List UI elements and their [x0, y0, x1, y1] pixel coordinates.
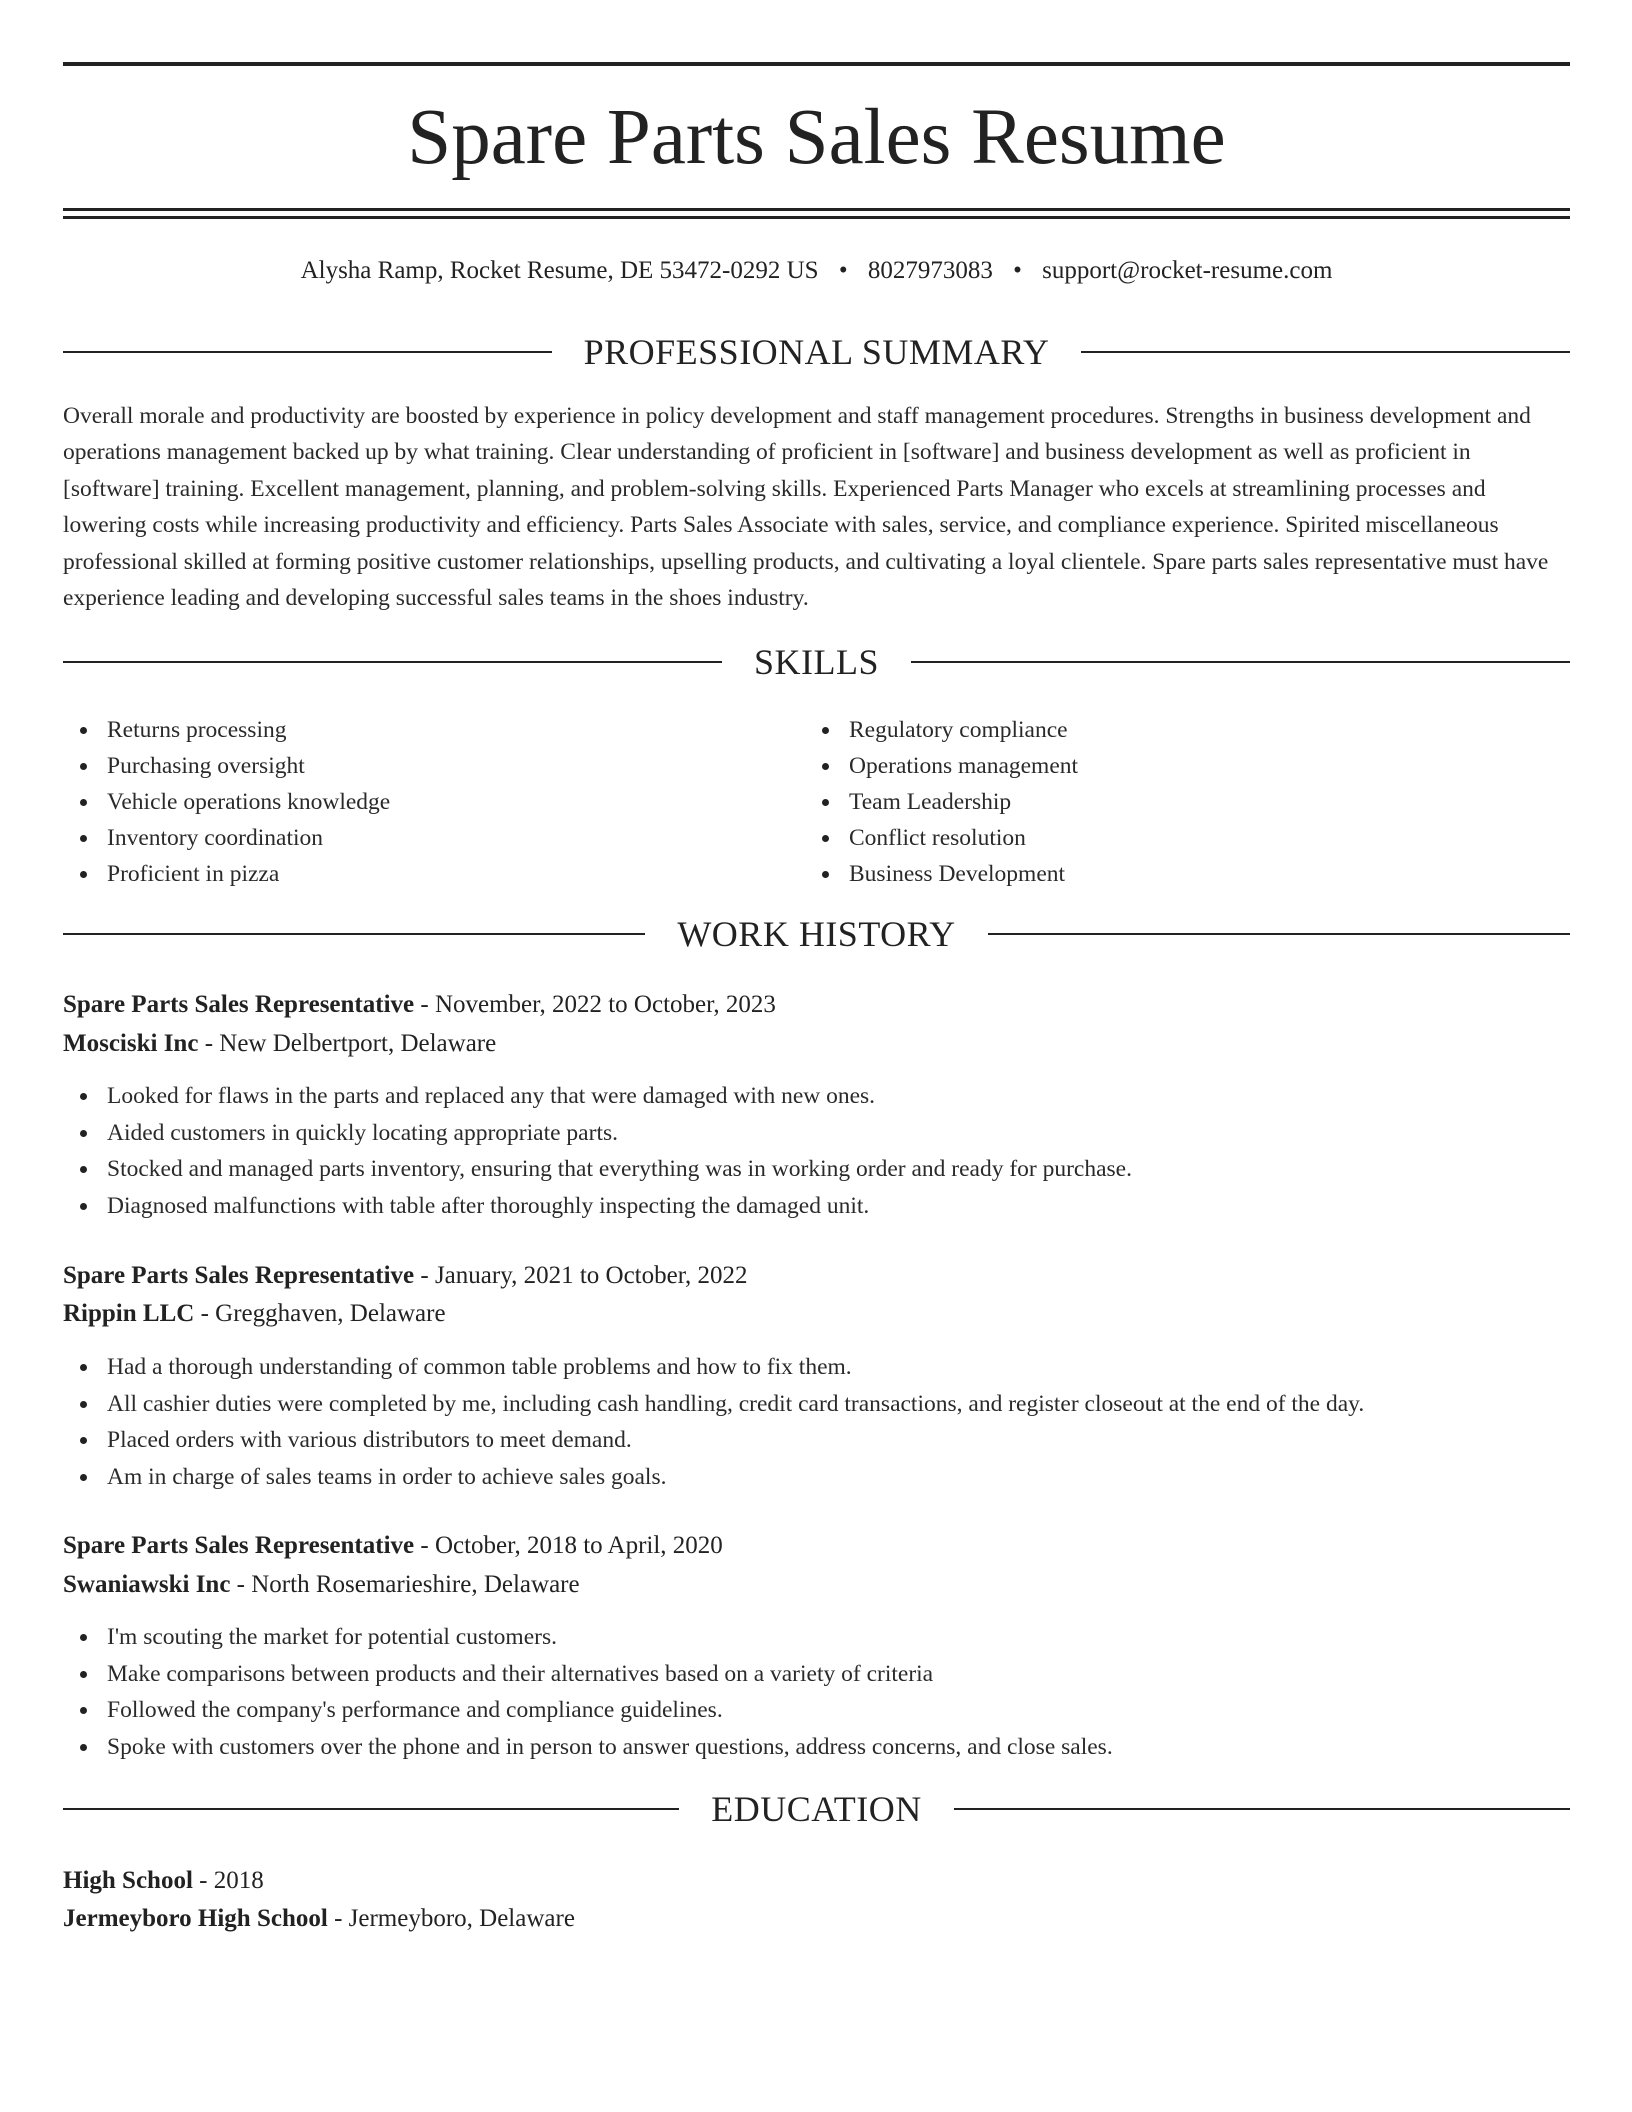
job-location: - New Delbertport, Delaware [198, 1030, 497, 1057]
summary-heading-label: PROFESSIONAL SUMMARY [583, 332, 1050, 372]
job-company: Rippin LLC [63, 1300, 195, 1327]
job-duties-list [63, 1078, 1570, 1224]
job-duty: Diagnosed malfunctions with table after thoroughly inspecting the damaged unit. [63, 1188, 1570, 1225]
job-company: Swaniawski Inc [63, 1571, 231, 1598]
heading-rule-right [911, 661, 1570, 663]
contact-line [63, 254, 1570, 288]
job-duty: Followed the company's performance and compliance guidelines. [63, 1692, 1570, 1729]
education-degree: High School [63, 1867, 193, 1894]
contact-phone: 8027973083 [867, 257, 993, 284]
heading-rule-right [988, 933, 1570, 935]
job-duty: Aided customers in quickly locating appropriate parts. [63, 1115, 1570, 1152]
skill-item: Regulatory compliance [805, 712, 1505, 748]
job-company-line [63, 1567, 1570, 1603]
skills-list-left [63, 712, 763, 892]
job-title-line [63, 1528, 1570, 1564]
job-duty: Had a thorough understanding of common table problems and how to fix them. [63, 1349, 1570, 1386]
job-duty: Am in charge of sales teams in order to achieve sales goals. [63, 1459, 1570, 1496]
skill-item: Vehicle operations knowledge [63, 784, 763, 820]
heading-rule-left [63, 351, 552, 353]
job-title-line [63, 987, 1570, 1023]
contact-separator: • [838, 257, 848, 284]
job-title: Spare Parts Sales Representative [63, 1532, 415, 1559]
education-school: Jermeyboro High School [63, 1905, 328, 1932]
job-duty: All cashier duties were completed by me, including cash handling, credit card transactions, and register closeout at the end of the day. [63, 1386, 1570, 1423]
heading-rule-right [1081, 351, 1570, 353]
job-location: - North Rosemarieshire, Delaware [230, 1571, 580, 1598]
education-location: - Jermeyboro, Delaware [327, 1905, 575, 1932]
job-company-line [63, 1296, 1570, 1332]
heading-rule-left [63, 661, 722, 663]
job-company: Mosciski Inc [63, 1030, 199, 1057]
job-location: - Gregghaven, Delaware [194, 1300, 446, 1327]
work-history-heading [63, 909, 1570, 959]
skills-heading [63, 637, 1570, 687]
header-top-rule [63, 62, 1570, 66]
heading-rule-left [63, 933, 645, 935]
skill-item: Operations management [805, 748, 1505, 784]
skill-item: Business Development [805, 856, 1505, 892]
job-title: Spare Parts Sales Representative [63, 991, 415, 1018]
header-double-rule-lower [63, 216, 1570, 219]
job-duties-list [63, 1619, 1570, 1765]
job-dates: - January, 2021 to October, 2022 [414, 1262, 748, 1289]
contact-separator: • [1013, 257, 1022, 284]
skills-heading-label: SKILLS [754, 642, 880, 682]
heading-rule-left [63, 1808, 679, 1810]
job-dates: - November, 2022 to October, 2023 [414, 991, 776, 1018]
job-duty: Placed orders with various distributors to meet demand. [63, 1422, 1570, 1459]
header-double-rule-upper [63, 208, 1570, 211]
contact-address: Alysha Ramp, Rocket Resume, DE 53472-0292 US [300, 257, 819, 284]
skill-item: Proficient in pizza [63, 856, 763, 892]
skill-item: Inventory coordination [63, 820, 763, 856]
education-heading-label: EDUCATION [711, 1789, 922, 1829]
education-heading [63, 1784, 1570, 1834]
summary-heading [63, 327, 1570, 377]
skill-item: Team Leadership [805, 784, 1505, 820]
job-dates: - October, 2018 to April, 2020 [414, 1532, 723, 1559]
heading-rule-right [954, 1808, 1570, 1810]
skill-item: Purchasing oversight [63, 748, 763, 784]
job-duty: Looked for flaws in the parts and replaced any that were damaged with new ones. [63, 1078, 1570, 1115]
job-duty: Stocked and managed parts inventory, ensuring that everything was in working order and ready for purchase. [63, 1151, 1570, 1188]
skill-item: Conflict resolution [805, 820, 1505, 856]
education-year: - 2018 [192, 1867, 264, 1894]
work-history-heading-label: WORK HISTORY [677, 914, 956, 954]
education-degree-line [63, 1863, 1570, 1899]
skills-list-right [805, 712, 1505, 892]
job-duty: I'm scouting the market for potential customers. [63, 1619, 1570, 1656]
job-title: Spare Parts Sales Representative [63, 1262, 415, 1289]
resume-title: Spare Parts Sales Resume [407, 94, 1226, 181]
skill-item: Returns processing [63, 712, 763, 748]
contact-email: support@rocket-resume.com [1042, 257, 1333, 284]
job-company-line [63, 1026, 1570, 1062]
summary-text: Overall morale and productivity are boosted by experience in policy development and staff management procedures. Strengths in business development and operations management backed up by what training. Clear understanding of proficient in [software] and business development as well as proficient in [software] training. Excellent management, planning, and problem-solving skills. Experienced Parts Manager who excels at streamlining processes and lowering costs while increasing productivity and efficiency. Parts Sales Associate with sales, service, and compliance experience. Spirited miscellaneous professional skilled at forming positive customer relationships, upselling products, and cultivating a loyal clientele. Spare parts sales representative must have experience leading and developing successful sales teams in the shoes industry. [63, 403, 1549, 612]
job-duties-list [63, 1349, 1570, 1495]
job-duty: Spoke with customers over the phone and in person to answer questions, address concerns, and close sales. [63, 1729, 1570, 1766]
job-duty: Make comparisons between products and their alternatives based on a variety of criteria [63, 1656, 1570, 1693]
job-title-line [63, 1258, 1570, 1294]
education-school-line [63, 1901, 1570, 1937]
